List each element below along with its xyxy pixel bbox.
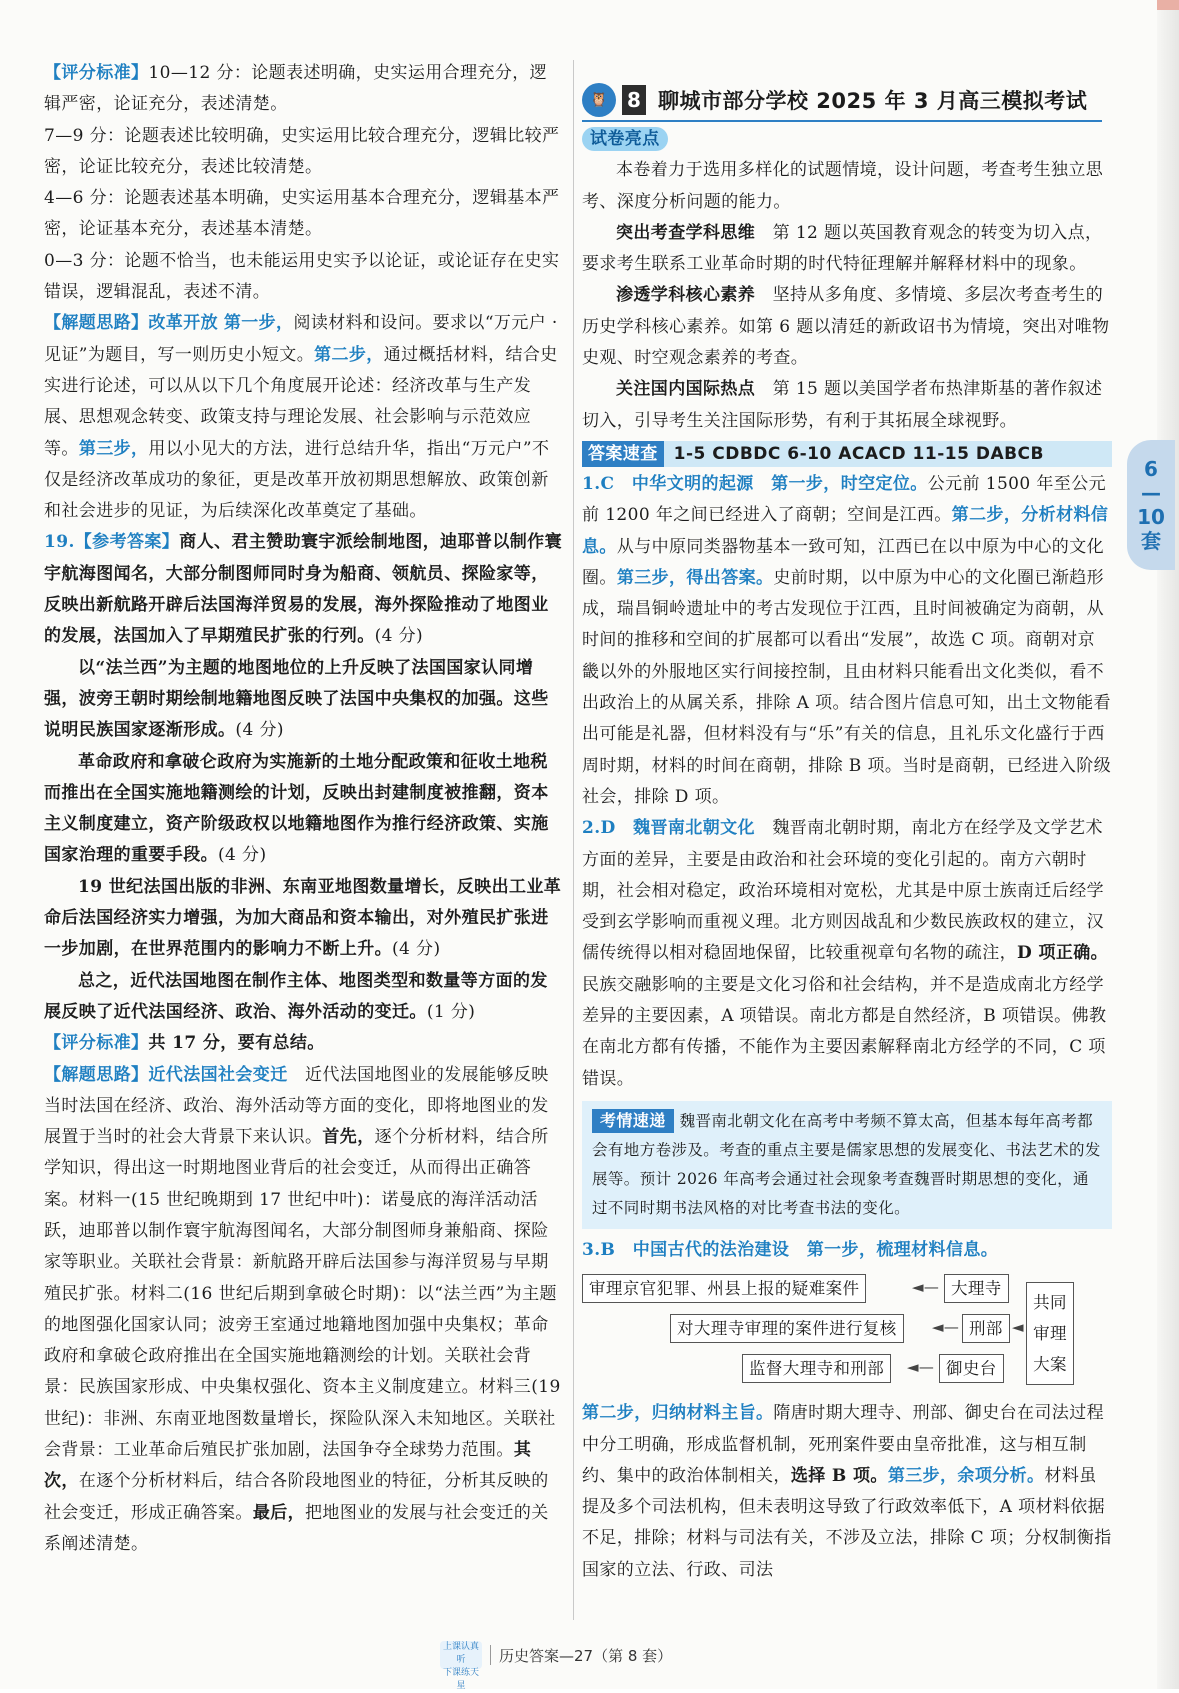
q19-answer-2: 以“法兰西”为主题的地图地位的上升反映了法国国家认同增强，波旁王朝时期绘制地籍地图反映了法国中央集权的加强。这些说明民族国家逐渐形成。(4 分) <box>44 657 549 741</box>
left-column <box>44 58 564 1560</box>
solution-idea-18: 【解题思路】改革开放 第一步，阅读材料和设问。要求以“万元户 · 见证”为题目，写一则历史小短文。第二步，通过概括材料，结合史实进行论述，可以从以下几个角度展开论述：经济改革与生产发展、思想观念转变、政策支持与理论发展、社会影响与示范效应等。第三步，用以小见大的方法，进行总结升华，指出“万元户”不仅是经济改革成功的象征，更是改革开放初期思想解放、政策创新和社会进步的见证，为后续深化改革奠定了基础。 <box>44 313 558 522</box>
answer-key-label: 答案速查 <box>582 441 664 467</box>
highlights-label: 试卷亮点 <box>582 127 668 151</box>
q19-answer-4: 19 世纪法国出版的非洲、东南亚地图数量增长，反映出工业革命后法国经济实力增强，为加大商品和资本输出，对外殖民扩张进一步加剧，在世界范围内的影响力不断上升。(4 分) <box>44 876 562 960</box>
column-divider <box>573 60 574 1620</box>
judicial-organs-diagram <box>582 1272 1112 1394</box>
highlights-intro: 本卷着力于选用多样化的试题情境，设计问题，考查考生独立思考、深度分析问题的能力。 <box>582 160 1104 212</box>
scoring-standard-2: 7—9 分：论题表述比较明确，史实运用比较合理充分，逻辑比较严密，论证比较充分，表述比较清楚。 <box>44 125 560 177</box>
footer-separator <box>490 1645 491 1665</box>
exam-header <box>582 82 1102 118</box>
exam-trend-label: 考情速递 <box>592 1109 674 1133</box>
brand-logo-icon: 上课认真听 下课练天星 <box>440 1641 482 1669</box>
q19-answer-5: 总之，近代法国地图在制作主体、地图类型和数量等方面的发展反映了近代法国经济、政治、海外活动的变迁。(1 分) <box>44 970 548 1022</box>
highlight-2: 渗透学科核心素养 坚持从多角度、多情境、多层次考查考生的历史学科核心素养。如第 6 题以清廷的新政诏书为情境，突出对唯物史观、时空观念素养的考查。 <box>582 285 1110 369</box>
q2-explanation: 2.D 魏晋南北朝文化 魏晋南北朝时期，南北方在经学及文学艺术方面的差异，主要是由政治和社会环境的变化引起的。南方六朝时期，社会相对稳定，政治环境相对宽松，尤其是中原士族南迁后经学受到玄学影响而重视义理。北方则因战乱和少数民族政权的建立，汉儒传统得以相对稳固地保留，比较重视章句名物的疏注，D 项正确。民族交融影响的主要是文化习俗和社会结构，并不是造成南北方经学差异的主要因素，A 项错误。南北方都是自然经济，B 项错误。佛教在南北方都有传播，不能作为主要因素解释南北方经学的不同，C 项错误。 <box>582 818 1109 1089</box>
exam-trend-box <box>582 1101 1112 1229</box>
set-range-tab: 6 — 10 套 <box>1127 440 1175 570</box>
diagram-duty-3: 监督大理寺和刑部 <box>742 1354 891 1383</box>
arrow-left-icon: ◄ <box>1012 1318 1024 1337</box>
right-column <box>582 124 1112 1586</box>
answer-key-values: 1-5 CDBDC 6-10 ACACD 11-15 DABCB <box>664 441 1112 467</box>
owl-logo-icon: 🦉 <box>582 83 616 117</box>
page-number: 历史答案—27（第 8 套） <box>499 1646 673 1665</box>
q1-explanation: 1.C 中华文明的起源 第一步，时空定位。公元前 1500 年至公元前 1200 年之间已经进入了商朝；空间是江西。第二步，分析材料信息。从与中原同类器物基本一致可知，江西已在以中原为中心的文化圈。第三步，得出答案。史前时期，以中原为中心的文化圈已渐趋形成，瑞昌铜岭遗址中的考古发现位于江西，且时间被确定为商朝，从时间的推移和空间的扩展都可以看出“发展”，故选 C 项。商朝对京畿以外的外服地区实行间接控制，且由材料只能看出文化类似，看不出政治上的从属关系，排除 A 项。结合图片信息可知，出土文物能看出可能是礼器，但材料没有与“乐”有关的信息，且礼乐文化盛行于西周时期，材料的时间在商朝，排除 B 项。当时是商朝，已经进入阶级社会，排除 D 项。 <box>582 473 1112 807</box>
q3-heading: 3.B 中国古代的法治建设 第一步，梳理材料信息。 <box>582 1239 999 1260</box>
diagram-duty-2: 对大理寺审理的案件进行复核 <box>670 1314 904 1343</box>
exam-number: 8 <box>622 85 646 115</box>
highlights-label-row <box>582 124 1112 155</box>
highlight-1: 突出考查学科思维 第 12 题以英国教育观念的转变为切入点，要求考生联系工业革命时期的时代特征理解并解释材料中的现象。 <box>582 222 1103 275</box>
page-footer <box>440 1640 740 1691</box>
page-edge-shadow <box>1157 0 1179 1689</box>
highlight-3: 关注国内国际热点 第 15 题以美国学者布热津斯基的著作叙述切入，引导考生关注国际形势，有利于其拓展全球视野。 <box>582 379 1103 431</box>
scoring-standard-1: 【评分标准】10—12 分：论题表述明确，史实运用合理充分，逻辑严密，论证充分，表述清楚。 <box>44 63 548 115</box>
q19-scoring: 【评分标准】共 17 分，要有总结。 <box>44 1033 325 1054</box>
exam-trend-text: 魏晋南北朝文化在高考中考频不算太高，但基本每年高考都会有地方卷涉及。考查的重点主要是儒家思想的发展变化、书法艺术的发展等。预计 2026 年高考会通过社会现象考查魏晋时期思想的变化，通过不同时期书法风格的对比考查书法的变化。 <box>592 1111 1101 1217</box>
scoring-standard-3: 4—6 分：论题表述基本明确，史实运用基本合理充分，逻辑基本严密，论证基本充分，表述基本清楚。 <box>44 188 560 240</box>
q19-answer-3: 革命政府和拿破仑政府为实施新的土地分配政策和征收土地税而推出在全国实施地籍测绘的计划，反映出封建制度被推翻，资本主义制度建立，资产阶级政权以地籍地图作为推行经济政策、实施国家治理的重要手段。(4 分) <box>44 751 549 866</box>
diagram-joint-trial: 共同审理大案 <box>1026 1282 1074 1385</box>
arrow-left-icon: ◄— <box>912 1278 940 1297</box>
q19-answer-1: 19.【参考答案】商人、君主赞助寰宇派绘制地图，迪耶普以制作寰宇航海图闻名，大部分制图师同时身为船商、领航员、探险家等，反映出新航路开辟后法国海洋贸易的发展，海外探险推动了地图业的发展，法国加入了早期殖民扩张的行列。(4 分) <box>44 532 562 647</box>
answer-key-bar <box>582 441 1112 467</box>
q19-solution-idea: 【解题思路】近代法国社会变迁 近代法国地图业的发展能够反映当时法国在经济、政治、海外活动等方面的变化，即将地图业的发展置于当时的社会大背景下来认识。首先，逐个分析材料，结合所学知识，得出这一时期地图业背后的社会变迁，从而得出正确答案。材料一(15 世纪晚期到 17 世纪中叶)：诺曼底的海洋活动活跃，迪耶普以制作寰宇航海图闻名，大部分制图师身兼船商、探险家等职业。关联社会背景：新航路开辟后法国参与海洋贸易与早期殖民扩张。材料二(16 世纪后期到拿破仑时期)：以“法兰西”为主题的地图强化国家认同；波旁王室通过地籍地图加强中央集权；革命政府和拿破仑政府推出在全国实施地籍测绘的计划。关联社会背景：民族国家形成、中央集权强化、资本主义制度建立。材料三(19 世纪)：非洲、东南亚地图数量增长，探险队深入未知地区。关联社会背景：工业革命后殖民扩张加剧，法国争夺全球势力范围。其次，在逐个分析材料后，结合各阶段地图业的特征，分析其反映的社会变迁，形成正确答案。最后，把地图业的发展与社会变迁的关系阐述清楚。 <box>44 1064 561 1554</box>
arrow-left-icon: ◄— <box>932 1318 960 1337</box>
diagram-org-yushitai: 御史台 <box>939 1354 1004 1383</box>
arrow-left-icon: ◄— <box>907 1358 935 1377</box>
header-underline <box>582 120 1102 122</box>
q3-explanation: 第二步，归纳材料主旨。隋唐时期大理寺、刑部、御史台在司法过程中分工明确，形成监督机制，死刑案件要由皇帝批准，这与相互制约、集中的政治体制相关，选择 B 项。第三步，余项分析。材料虽提及多个司法机构，但未表明这导致了行政效率低下，A 项材料依据不足，排除；材料与司法有关，不涉及立法，排除 C 项；分权制衡指国家的立法、行政、司法 <box>582 1403 1112 1580</box>
diagram-duty-1: 审理京官犯罪、州县上报的疑难案件 <box>582 1274 866 1303</box>
exam-title: 聊城市部分学校 2025 年 3 月高三模拟考试 <box>658 89 1088 113</box>
scoring-standard-4: 0—3 分：论题不恰当，也未能运用史实予以论证，或论证存在史实错误，逻辑混乱，表述不清。 <box>44 250 560 303</box>
diagram-org-xingbu: 刑部 <box>962 1314 1010 1343</box>
page-corner-mark <box>1157 0 1179 10</box>
diagram-org-dalisi: 大理寺 <box>944 1274 1009 1303</box>
